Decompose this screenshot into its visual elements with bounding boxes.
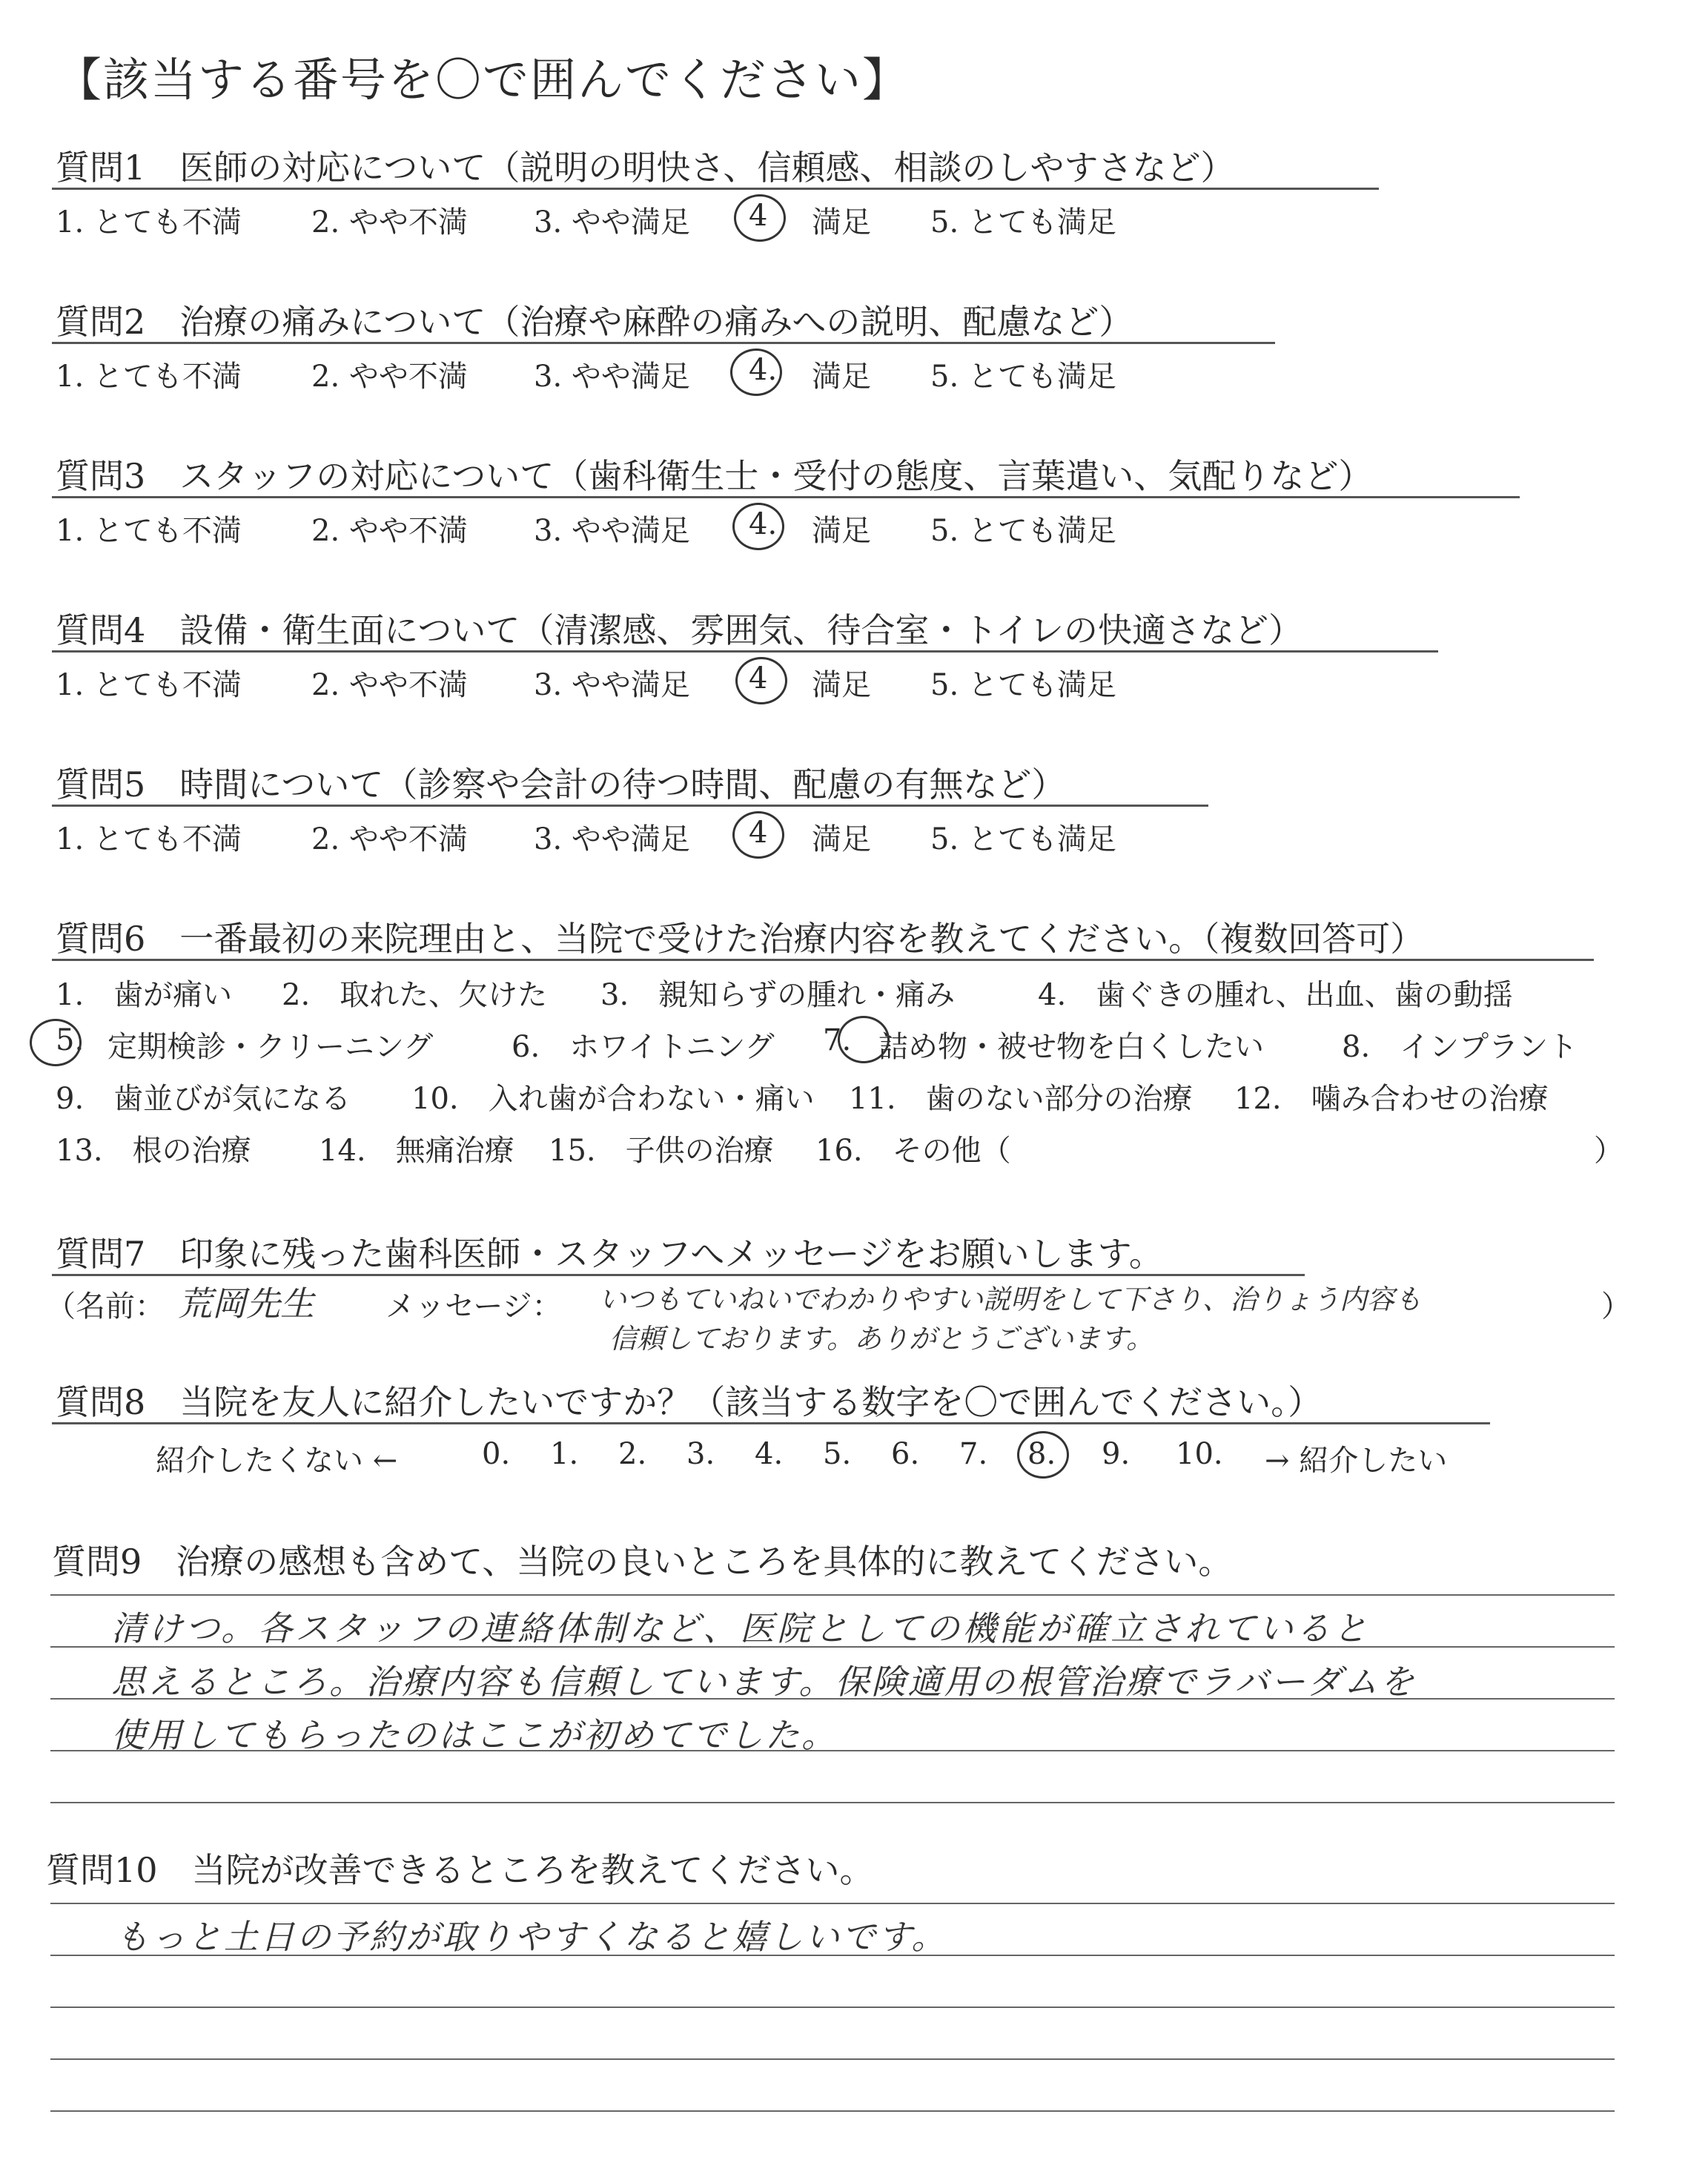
- q3-option-4-label: 満足: [812, 514, 871, 548]
- q4-option-1[interactable]: 1. とても不満: [56, 668, 242, 702]
- q6-row-2[interactable]: [56, 1023, 1578, 1066]
- q1-option-3[interactable]: 3. やや満足: [534, 205, 690, 240]
- q8-scale-1[interactable]: 1.: [550, 1437, 579, 1471]
- q7-message-line-2: 信頼しております。ありがとうございます。: [609, 1323, 1154, 1355]
- q6-option-1[interactable]: 1. 歯が痛い: [56, 978, 233, 1012]
- q2-options[interactable]: [56, 353, 1116, 395]
- q5-option-1[interactable]: 1. とても不満: [56, 822, 242, 856]
- q1-selected-circle: [734, 194, 786, 242]
- q9-answer-line-5: [50, 1802, 1615, 1803]
- q6-option-16-close: ）: [1594, 1134, 1623, 1168]
- q5-option-3[interactable]: 3. やや満足: [534, 822, 690, 856]
- q5-underline: [52, 805, 1208, 807]
- q6-option-9[interactable]: 9. 歯並びが気になる: [56, 1082, 351, 1116]
- q8-scale-6[interactable]: 6.: [891, 1437, 920, 1471]
- q6-option-16[interactable]: 16. その他（: [815, 1134, 1011, 1168]
- q6-title: 質問6 一番最初の来院理由と、当院で受けた治療内容を教えてください。（複数回答可）: [56, 919, 1425, 959]
- q2-option-1[interactable]: 1. とても不満: [56, 360, 242, 394]
- q3-options[interactable]: [56, 507, 1116, 549]
- q7-close-paren: ）: [1601, 1289, 1631, 1324]
- q5-option-5[interactable]: 5. とても満足: [930, 822, 1116, 856]
- q10-answer-line-5: [50, 2110, 1615, 2112]
- q3-option-5[interactable]: 5. とても満足: [930, 514, 1116, 548]
- q4-option-2[interactable]: 2. やや不満: [311, 668, 468, 702]
- q7-name-label: （名前：: [46, 1289, 165, 1324]
- q4-option-4-label: 満足: [812, 668, 871, 702]
- q3-option-4-number[interactable]: 4.: [749, 507, 778, 541]
- q7-title: 質問7 印象に残った歯科医師・スタッフへメッセージをお願いします。: [56, 1234, 1163, 1274]
- q8-left-label: 紹介したくない ←: [156, 1444, 398, 1478]
- q3-underline: [52, 496, 1520, 498]
- q3-option-2[interactable]: 2. やや不満: [311, 514, 468, 548]
- q5-option-4-number[interactable]: 4: [749, 816, 768, 850]
- q10-answer-text-1: もっと土日の予約が取りやすくなると嬉しいです。: [115, 1917, 948, 1957]
- q2-underline: [52, 342, 1275, 344]
- q8-scale-0[interactable]: 0.: [482, 1437, 511, 1471]
- q3-option-3[interactable]: 3. やや満足: [534, 514, 690, 548]
- q6-option-14[interactable]: 14. 無痛治療: [319, 1134, 514, 1168]
- q4-option-4-number[interactable]: 4: [749, 661, 768, 696]
- q6-row-3[interactable]: [56, 1075, 1549, 1117]
- q6-option-5-circle: [30, 1019, 82, 1066]
- q9-title: 質問9 治療の感想も含めて、当院の良いところを具体的に教えてください。: [52, 1542, 1233, 1582]
- page-instruction: 【該当する番号を〇で囲んでください】: [56, 53, 910, 107]
- q8-scale-10[interactable]: 10.: [1176, 1437, 1223, 1471]
- q2-title: 質問2 治療の痛みについて（治療や麻酔の痛みへの説明、配慮など）: [56, 302, 1133, 342]
- q6-row-4[interactable]: [56, 1127, 1623, 1169]
- q8-scale-2[interactable]: 2.: [618, 1437, 647, 1471]
- q8-underline: [52, 1422, 1490, 1424]
- q8-scale-5[interactable]: 5.: [823, 1437, 852, 1471]
- q9-answer-text-1: 清けつ。各スタッフの連絡体制など、医院としての機能が確立されていると: [111, 1608, 1371, 1648]
- q2-option-4-label: 満足: [812, 360, 871, 394]
- q2-option-4-number[interactable]: 4.: [749, 353, 778, 387]
- q8-scale-9[interactable]: 9.: [1102, 1437, 1131, 1471]
- q8-right-label: → 紹介したい: [1265, 1444, 1448, 1478]
- q9-answer-text-2: 思えるところ。治療内容も信頼しています。保険適用の根管治療でラバーダムを: [111, 1662, 1417, 1702]
- q5-option-4-label: 満足: [812, 822, 871, 856]
- q6-option-3[interactable]: 3. 親知らずの腫れ・痛み: [600, 978, 956, 1012]
- q6-option-8[interactable]: 8. インプラント: [1342, 1030, 1578, 1064]
- q8-scale-7[interactable]: 7.: [959, 1437, 988, 1471]
- q4-selected-circle: [735, 657, 787, 704]
- q6-option-5-label: 定期検診・クリーニング: [107, 1030, 434, 1064]
- q3-option-1[interactable]: 1. とても不満: [56, 514, 242, 548]
- q6-option-6[interactable]: 6. ホワイトニング: [512, 1030, 775, 1064]
- q3-title: 質問3 スタッフの対応について（歯科衛生士・受付の態度、言葉遣い、気配りなど）: [56, 456, 1373, 496]
- q10-title: 質問10 当院が改善できるところを教えてください。: [46, 1850, 874, 1890]
- q6-option-13[interactable]: 13. 根の治療: [56, 1134, 251, 1168]
- q6-option-10[interactable]: 10. 入れ歯が合わない・痛い: [411, 1082, 815, 1116]
- q1-option-5[interactable]: 5. とても満足: [930, 205, 1116, 240]
- q6-option-7-circle: [838, 1016, 890, 1063]
- q1-title: 質問1 医師の対応について（説明の明快さ、信頼感、相談のしやすさなど）: [56, 148, 1235, 188]
- q7-message-line-1: いつもていねいでわかりやすい説明をして下さり、治りょう内容も: [599, 1284, 1422, 1315]
- q5-option-2[interactable]: 2. やや不満: [311, 822, 468, 856]
- q8-scale-3[interactable]: 3.: [686, 1437, 715, 1471]
- q2-selected-circle: [730, 349, 782, 396]
- q5-options[interactable]: [56, 816, 1116, 858]
- q2-option-5[interactable]: 5. とても満足: [930, 360, 1116, 394]
- q7-underline: [52, 1274, 1305, 1276]
- q10-answer-line-1: [50, 1903, 1615, 1904]
- q8-scale[interactable]: [156, 1437, 1447, 1479]
- q1-option-4-label: 満足: [812, 205, 871, 240]
- q1-option-2[interactable]: 2. やや不満: [311, 205, 468, 240]
- q4-underline: [52, 650, 1438, 653]
- q4-options[interactable]: [56, 661, 1116, 704]
- q3-selected-circle: [732, 503, 784, 550]
- q6-option-4[interactable]: 4. 歯ぐきの腫れ、出血、歯の動揺: [1038, 978, 1513, 1012]
- q8-scale-4[interactable]: 4.: [755, 1437, 784, 1471]
- q6-option-7-label: 詰め物・被せ物を白くしたい: [878, 1030, 1264, 1064]
- q9-answer-line-1: [50, 1594, 1615, 1596]
- q6-option-15[interactable]: 15. 子供の治療: [549, 1134, 774, 1168]
- q1-option-1[interactable]: 1. とても不満: [56, 205, 242, 240]
- q6-option-5-number[interactable]: 5.: [56, 1023, 85, 1057]
- q10-answer-line-3: [50, 2007, 1615, 2008]
- q4-title: 質問4 設備・衛生面について（清潔感、雰囲気、待合室・トイレの快適さなど）: [56, 610, 1303, 650]
- q8-selected-circle: [1017, 1431, 1069, 1479]
- q6-option-7-number[interactable]: 7.: [823, 1023, 852, 1057]
- q8-title: 質問8 当院を友人に紹介したいですか？（該当する数字を〇で囲んでください。）: [56, 1382, 1323, 1422]
- q6-option-2[interactable]: 2. 取れた、欠けた: [282, 978, 548, 1012]
- q1-option-4-number[interactable]: 4: [749, 199, 768, 233]
- q6-option-11[interactable]: 11. 歯のない部分の治療: [849, 1082, 1193, 1116]
- q9-answer-text-3: 使用してもらったのはここが初めてでした。: [111, 1715, 838, 1755]
- q2-option-2[interactable]: 2. やや不満: [311, 360, 468, 394]
- q7-message-label: メッセージ：: [385, 1289, 562, 1324]
- q1-options[interactable]: [56, 199, 1116, 241]
- q5-title: 質問5 時間について（診察や会計の待つ時間、配慮の有無など）: [56, 764, 1066, 805]
- q7-name-handwritten: 荒岡先生: [178, 1284, 314, 1324]
- q10-answer-line-4: [50, 2058, 1615, 2060]
- q6-underline: [52, 959, 1594, 961]
- q4-option-3[interactable]: 3. やや満足: [534, 668, 690, 702]
- q5-selected-circle: [732, 811, 784, 859]
- q4-option-5[interactable]: 5. とても満足: [930, 668, 1116, 702]
- q2-option-3[interactable]: 3. やや満足: [534, 360, 690, 394]
- q8-scale-8[interactable]: 8.: [1027, 1437, 1056, 1471]
- q6-row-1[interactable]: [56, 971, 1513, 1014]
- q6-option-12[interactable]: 12. 噛み合わせの治療: [1234, 1082, 1549, 1116]
- q1-underline: [52, 188, 1379, 190]
